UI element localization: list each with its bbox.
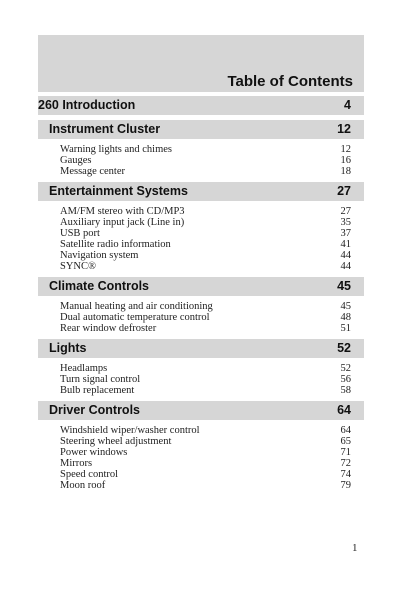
toc-entry-list: [38, 139, 364, 182]
chapter-title: 260 Introduction: [38, 98, 136, 112]
toc-entry[interactable]: [38, 447, 364, 458]
entry-title: Speed control: [60, 469, 119, 480]
toc-entry[interactable]: [38, 374, 364, 385]
entry-page: 44: [340, 250, 351, 261]
section-page: 52: [337, 341, 351, 355]
entry-page: 37: [340, 228, 351, 239]
entry-page: 18: [340, 166, 351, 177]
entry-page: 79: [340, 480, 351, 491]
entry-title: AM/FM stereo with CD/MP3: [60, 206, 185, 217]
chapter-page: 4: [344, 98, 351, 112]
table-of-contents: [38, 96, 364, 496]
toc-section-heading[interactable]: [38, 339, 364, 358]
entry-title: Message center: [60, 166, 126, 177]
toc-entry[interactable]: [38, 239, 364, 250]
entry-title: USB port: [60, 228, 100, 239]
entry-title: Windshield wiper/washer control: [60, 425, 200, 436]
toc-entry[interactable]: [38, 385, 364, 396]
section-title: Lights: [49, 341, 87, 355]
entry-page: 56: [340, 374, 351, 385]
entry-title: Satellite radio information: [60, 239, 171, 250]
toc-section-heading[interactable]: [38, 401, 364, 420]
toc-section-heading[interactable]: [38, 277, 364, 296]
toc-section: [38, 120, 364, 182]
toc-sections: [38, 120, 364, 496]
toc-entry[interactable]: [38, 458, 364, 469]
toc-section: [38, 277, 364, 339]
section-page: 12: [337, 122, 351, 136]
entry-page: 45: [340, 301, 351, 312]
entry-page: 27: [340, 206, 351, 217]
toc-entry[interactable]: [38, 155, 364, 166]
section-title: Entertainment Systems: [49, 184, 188, 198]
entry-page: 44: [340, 261, 351, 272]
toc-section-heading[interactable]: [38, 182, 364, 201]
entry-page: 58: [340, 385, 351, 396]
toc-entry[interactable]: [38, 166, 364, 177]
toc-entry[interactable]: [38, 144, 364, 155]
toc-entry[interactable]: [38, 425, 364, 436]
toc-entry-list: [38, 201, 364, 277]
entry-page: 52: [340, 363, 351, 374]
toc-entry[interactable]: [38, 301, 364, 312]
entry-title: Mirrors: [60, 458, 93, 469]
entry-page: 74: [340, 469, 351, 480]
entry-title: Steering wheel adjustment: [60, 436, 172, 447]
entry-title: Moon roof: [60, 480, 106, 491]
toc-entry[interactable]: [38, 250, 364, 261]
entry-page: 41: [340, 239, 351, 250]
entry-page: 35: [340, 217, 351, 228]
entry-title: Rear window defroster: [60, 323, 157, 334]
toc-entry-list: [38, 420, 364, 496]
toc-section: [38, 182, 364, 277]
page-header: [38, 35, 364, 92]
toc-entry[interactable]: [38, 217, 364, 228]
toc-chapter-introduction[interactable]: [38, 96, 364, 115]
toc-section: [38, 339, 364, 401]
toc-entry[interactable]: [38, 469, 364, 480]
entry-page: 72: [340, 458, 351, 469]
entry-title: Navigation system: [60, 250, 139, 261]
entry-title: Dual automatic temperature control: [60, 312, 210, 323]
entry-title: Turn signal control: [60, 374, 141, 385]
toc-section: [38, 401, 364, 496]
section-page: 64: [337, 403, 351, 417]
section-title: Driver Controls: [49, 403, 140, 417]
entry-title: Power windows: [60, 447, 128, 458]
entry-page: 51: [340, 323, 351, 334]
entry-page: 71: [340, 447, 351, 458]
entry-title: Gauges: [60, 155, 92, 166]
entry-title: Bulb replacement: [60, 385, 135, 396]
section-title: Climate Controls: [49, 279, 150, 293]
toc-entry-list: [38, 358, 364, 401]
entry-page: 16: [340, 155, 351, 166]
toc-entry-list: [38, 296, 364, 339]
page-title: Table of Contents: [227, 73, 353, 90]
entry-page: 64: [340, 425, 351, 436]
toc-entry[interactable]: [38, 312, 364, 323]
section-page: 27: [337, 184, 351, 198]
toc-entry[interactable]: [38, 436, 364, 447]
entry-title: Auxiliary input jack (Line in): [60, 217, 185, 228]
section-title: Instrument Cluster: [49, 122, 161, 136]
toc-section-heading[interactable]: [38, 120, 364, 139]
entry-page: 12: [340, 144, 351, 155]
toc-entry[interactable]: [38, 323, 364, 334]
entry-page: 48: [340, 312, 351, 323]
toc-entry[interactable]: [38, 206, 364, 217]
entry-title: SYNC®: [60, 261, 96, 272]
entry-title: Manual heating and air conditioning: [60, 301, 213, 312]
section-page: 45: [337, 279, 351, 293]
toc-entry[interactable]: [38, 480, 364, 491]
entry-title: Warning lights and chimes: [60, 144, 173, 155]
entry-page: 65: [340, 436, 351, 447]
page-number: 1: [352, 542, 358, 554]
toc-entry[interactable]: [38, 363, 364, 374]
toc-entry[interactable]: [38, 228, 364, 239]
entry-title: Headlamps: [60, 363, 108, 374]
toc-entry[interactable]: [38, 261, 364, 272]
